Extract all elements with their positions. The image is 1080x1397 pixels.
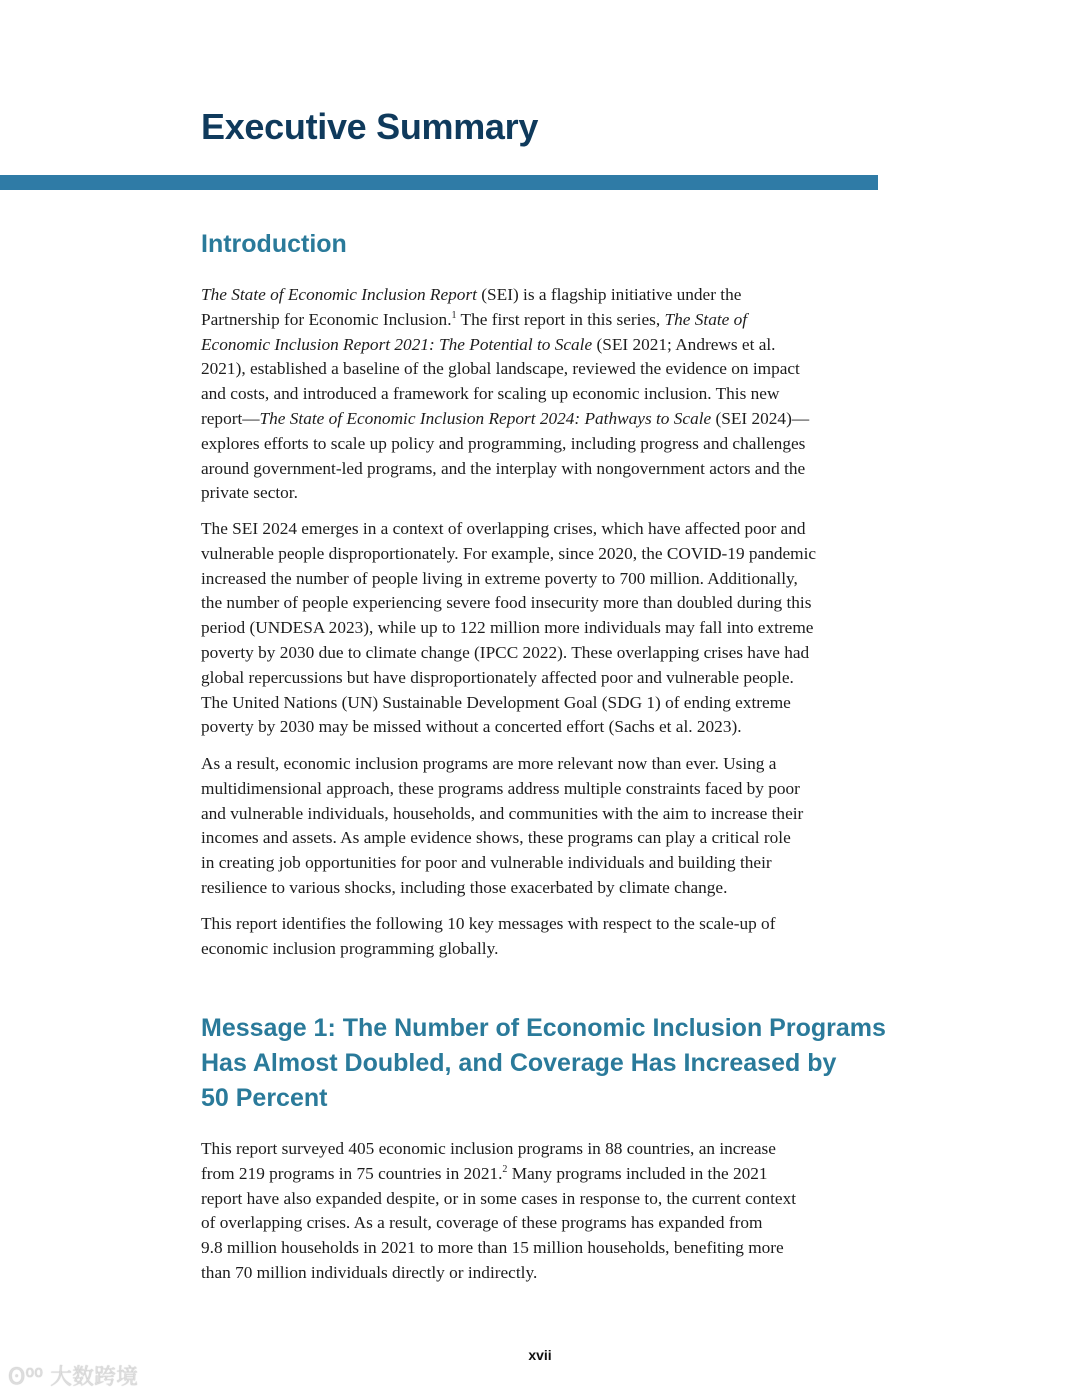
title-divider-bar — [0, 175, 878, 190]
section-heading-introduction: Introduction — [201, 230, 347, 258]
text: Partnership for Economic Inclusion. — [201, 309, 452, 329]
text: The United Nations (UN) Sustainable Development Goal (SDG 1) of ending extreme — [201, 692, 791, 712]
text: 2021), established a baseline of the global landscape, reviewed the evidence on impact — [201, 359, 800, 379]
watermark-logo: ʘ⁰⁰ 大数跨境 — [8, 1365, 138, 1390]
text: The SEI 2024 emerges in a context of overlapping crises, which have affected poor and — [201, 519, 806, 538]
footnote-ref: 2 — [502, 1164, 508, 1176]
text-line — [201, 876, 891, 901]
text: of overlapping crises. As a result, coverage of these programs has expanded from — [201, 1213, 763, 1233]
text-line — [201, 542, 891, 567]
text-line — [201, 1211, 891, 1236]
text-line — [201, 481, 891, 506]
page-title: Executive Summary — [201, 106, 539, 147]
text-line — [201, 912, 891, 937]
text-line — [201, 591, 891, 616]
text: multidimensional approach, these programs address multiple constraints faced by poor — [201, 778, 800, 798]
text: than 70 million individuals directly or indirectly. — [201, 1262, 538, 1282]
text-line — [201, 691, 891, 716]
paragraph — [201, 517, 891, 740]
text: This report identifies the following 10 key messages with respect to the scale-up of — [201, 914, 776, 933]
text-line — [201, 1162, 891, 1187]
text-line — [201, 641, 891, 666]
text: resilience to various shocks, including those exacerbated by climate change. — [201, 877, 728, 897]
text-line — [201, 1187, 891, 1212]
text: (SEI) is a flagship initiative under the — [476, 285, 742, 304]
paragraph — [201, 752, 891, 901]
text-line — [201, 567, 891, 592]
text: (SEI 2021; Andrews et al. — [592, 334, 776, 354]
heading-line: 50 Percent — [201, 1084, 328, 1112]
text: from 219 programs in 75 countries in 2021. — [201, 1163, 503, 1183]
paragraph — [201, 283, 891, 506]
text: (SEI 2024)— — [711, 408, 810, 428]
text-line — [201, 1137, 891, 1162]
text: the number of people experiencing severe food insecurity more than doubled during this — [201, 593, 812, 613]
text: around government-led programs, and the interplay with nongovernment actors and the — [201, 458, 806, 478]
heading-line: Has Almost Doubled, and Coverage Has Increased by — [201, 1049, 837, 1077]
text: incomes and assets. As ample evidence shows, these programs can play a critical role — [201, 828, 791, 848]
text: and costs, and introduced a framework for scaling up economic inclusion. This new — [201, 384, 780, 404]
page-number: xvii — [528, 1347, 552, 1363]
text: in creating job opportunities for poor and vulnerable individuals and building their — [201, 853, 772, 873]
text-line — [201, 357, 891, 382]
text-line — [201, 752, 891, 777]
text-line — [201, 666, 891, 691]
text: The first report in this series, — [456, 309, 665, 329]
text-line — [201, 715, 891, 740]
text: Many programs included in the 2021 — [507, 1163, 768, 1183]
text-line — [201, 802, 891, 827]
text: As a result, economic inclusion programs are more relevant now than ever. Using a — [201, 754, 777, 773]
text: report— — [201, 408, 260, 428]
watermark-text: 大数跨境 — [49, 1365, 138, 1390]
paragraph — [201, 1137, 891, 1286]
text: economic inclusion programming globally. — [201, 938, 499, 958]
text: period (UNDESA 2023), while up to 122 million more individuals may fall into extreme — [201, 618, 814, 638]
text-line — [201, 1236, 891, 1261]
text-line — [201, 826, 891, 851]
text: report have also expanded despite, or in some cases in response to, the current context — [201, 1188, 797, 1208]
italic-title: The State of Economic Inclusion Report 2024: Pathways to Scale — [259, 408, 712, 428]
text: poverty by 2030 may be missed without a concerted effort (Sachs et al. 2023). — [201, 717, 742, 737]
text: explores efforts to scale up policy and programming, including progress and challenges — [201, 433, 806, 453]
text-line — [201, 517, 891, 542]
text-line — [201, 777, 891, 802]
text-line — [201, 432, 891, 457]
text: vulnerable people disproportionately. For example, since 2020, the COVID-19 pandemic — [201, 543, 817, 563]
italic-title: The State of Economic Inclusion Report — [201, 285, 477, 304]
text: poverty by 2030 due to climate change (IPCC 2022). These overlapping crises have had — [201, 642, 810, 662]
italic-title: Economic Inclusion Report 2021: The Potential to Scale — [201, 334, 593, 354]
text-line — [201, 333, 891, 358]
text-line — [201, 382, 891, 407]
text-line — [201, 851, 891, 876]
text-line — [201, 407, 891, 432]
paragraph — [201, 912, 891, 962]
text: increased the number of people living in extreme poverty to 700 million. Additionally, — [201, 568, 798, 588]
text: This report surveyed 405 economic inclusion programs in 88 countries, an increase — [201, 1139, 776, 1158]
text-line — [201, 308, 891, 333]
text-line — [201, 1261, 891, 1286]
italic-title: The State of — [664, 309, 748, 329]
text: 9.8 million households in 2021 to more than 15 million households, benefiting more — [201, 1238, 784, 1258]
heading-line: Message 1: The Number of Economic Inclusion Programs — [201, 1014, 886, 1042]
text-line — [201, 283, 891, 308]
text-line — [201, 616, 891, 641]
section-heading-message-1 — [201, 1011, 901, 1116]
text-line — [201, 937, 891, 962]
text-line — [201, 457, 891, 482]
text: and vulnerable individuals, households, and communities with the aim to increase their — [201, 803, 804, 823]
footnote-ref: 1 — [451, 310, 457, 322]
text: private sector. — [201, 483, 298, 503]
text: global repercussions but have disproportionately affected poor and vulnerable people. — [201, 667, 794, 687]
